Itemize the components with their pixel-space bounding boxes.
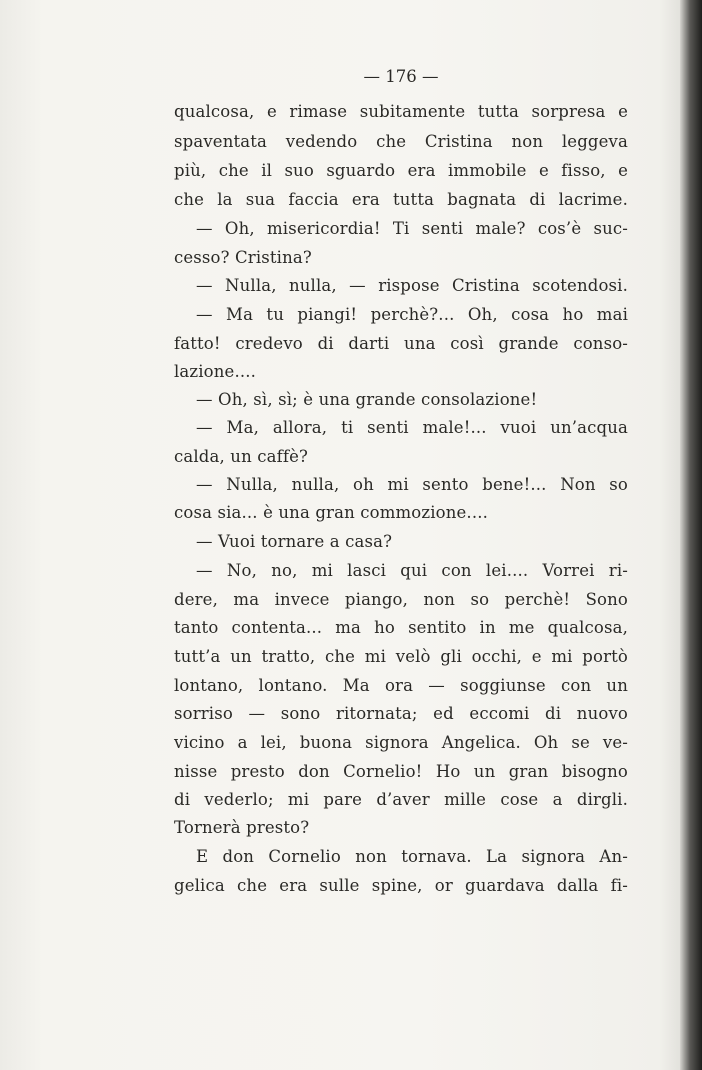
- text-line: — Nulla, nulla, oh mi sento bene!... Non so: [196, 475, 628, 494]
- text-line: lazione....: [174, 362, 257, 381]
- text-line: — Ma, allora, ti senti male!... vuoi un’acqua: [196, 418, 628, 437]
- text-line: tanto contenta... ma ho sentito in me qualcosa,: [174, 618, 628, 637]
- text-line: gelica che era sulle spine, or guardava dalla fi-: [174, 876, 628, 895]
- text-line: dere, ma invece piango, non so perchè! Sono: [174, 590, 628, 609]
- text-line: cosa sia... è una gran commozione....: [174, 503, 489, 522]
- text-line: — Vuoi tornare a casa?: [196, 532, 393, 551]
- page-binding-edge: [680, 0, 702, 1070]
- text-line: Tornerà presto?: [174, 818, 310, 837]
- text-line: cesso? Cristina?: [174, 248, 312, 267]
- text-line: — No, no, mi lasci qui con lei.... Vorrei ri-: [196, 561, 628, 580]
- text-line: — Oh, sì, sì; è una grande consolazione!: [196, 390, 538, 409]
- text-line: — Ma tu piangi! perchè?... Oh, cosa ho mai: [196, 305, 628, 324]
- text-line: calda, un caffè?: [174, 447, 309, 466]
- text-line: sorriso — sono ritornata; ed eccomi di nuovo: [174, 704, 628, 723]
- text-line: più, che il suo sguardo era immobile e fisso, e: [174, 161, 628, 180]
- text-line: — Nulla, nulla, — rispose Cristina scotendosi.: [196, 276, 628, 295]
- text-line: tutt’a un tratto, che mi velò gli occhi, e mi portò: [174, 647, 628, 666]
- text-line: che la sua faccia era tutta bagnata di lacrime.: [174, 190, 628, 209]
- text-line: nisse presto don Cornelio! Ho un gran bisogno: [174, 762, 628, 781]
- text-line: — Oh, misericordia! Ti senti male? cos’è suc-: [196, 219, 628, 238]
- text-line: spaventata vedendo che Cristina non leggeva: [174, 132, 628, 151]
- text-line: fatto! credevo di darti una così grande conso-: [174, 334, 628, 353]
- text-line: qualcosa, e rimase subitamente tutta sorpresa e: [174, 102, 628, 121]
- text-line: vicino a lei, buona signora Angelica. Oh se ve-: [174, 733, 628, 752]
- text-line: E don Cornelio non tornava. La signora An-: [196, 847, 628, 866]
- text-line: lontano, lontano. Ma ora — soggiunse con un: [174, 676, 628, 695]
- page-number: — 176 —: [363, 67, 439, 86]
- text-line: di vederlo; mi pare d’aver mille cose a dirgli.: [174, 790, 628, 809]
